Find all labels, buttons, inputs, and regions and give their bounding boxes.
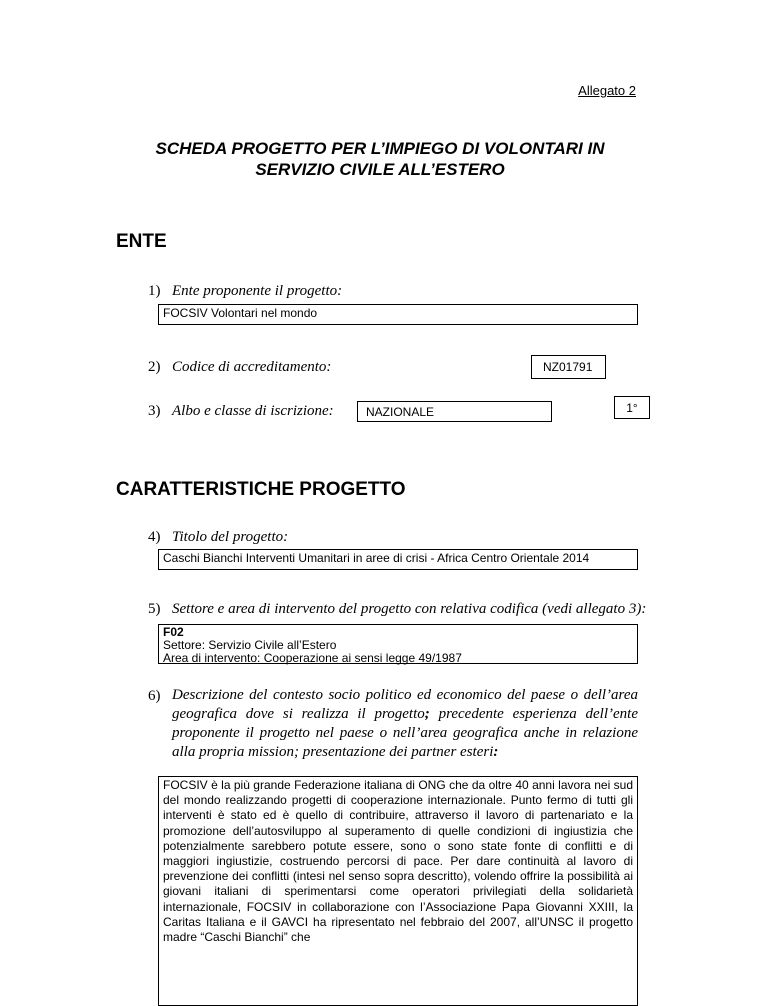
document-title-line-1: SCHEDA PROGETTO PER L’IMPIEGO DI VOLONTARI IN	[155, 139, 605, 158]
settore-code: F02	[163, 625, 184, 639]
classe-field: 1°	[614, 396, 650, 419]
question-2-label: Codice di accreditamento:	[172, 359, 332, 375]
question-3-number: 3)	[148, 403, 161, 419]
question-1-label: Ente proponente il progetto:	[172, 283, 343, 299]
question-3-label: Albo e classe di iscrizione:	[172, 403, 334, 419]
attachment-label: Allegato 2	[578, 83, 636, 98]
section-heading-caratteristiche: CARATTERISTICHE PROGETTO	[116, 479, 406, 500]
area-text: Area di intervento: Cooperazione ai sensi legge 49/1987	[163, 651, 462, 665]
ente-proponente-field: FOCSIV Volontari nel mondo	[158, 304, 638, 325]
question-4	[148, 529, 288, 546]
question-4-label: Titolo del progetto:	[172, 529, 289, 545]
question-3	[148, 403, 334, 420]
titolo-progetto-field: Caschi Bianchi Interventi Umanitari in aree di crisi - Africa Centro Orientale 2014	[158, 549, 638, 570]
question-5	[148, 601, 646, 618]
question-6-label-part-2: precedente esperienza dell’ente proponente il progetto nel paese o nell’area geografica anche in relazione alla propria mission; presentazione dei partner esteri	[172, 706, 638, 760]
question-6-number: 6)	[148, 688, 161, 704]
question-1	[148, 283, 342, 300]
question-5-label: Settore e area di intervento del progetto con relativa codifica (vedi allegato 3):	[172, 601, 647, 617]
settore-text: Settore: Servizio Civile all’Estero	[163, 638, 337, 652]
question-6-label-part-1: Descrizione del contesto socio politico ed economico del paese o dell’area geografica dove si realizza il progetto	[172, 687, 638, 722]
contesto-description-field: FOCSIV è la più grande Federazione italiana di ONG che da oltre 40 anni lavora nei sud del mondo realizzando progetti di cooperazione internazionale. Punto fermo di tutti gli interventi è stato ed è quello di contribuire, attraverso il lavoro di partenariato e la promozione dell’autosviluppo al superamento di quelle condizioni di ingiustizia che potenzialmente sarebbero potute essere, sono o sono state fonte di conflitti e di maggiori ingiustizie, costruendo percorsi di pace. Per dare continuità al lavoro di prevenzione dei conflitti (intesi nel senso sopra descritto), volendo offrire la possibilità ai giovani italiani di sperimentarsi come operatori privilegiati della solidarietà internazionale, FOCSIV in collaborazione con l’Associazione Papa Giovanni XXIII, la Caritas Italiana e il GAVCI ha ripresentato nel febbraio del 2007, all’UNSC il progetto madre “Caschi Bianchi” che	[158, 776, 638, 1006]
question-6-separator-1: ;	[424, 706, 430, 722]
section-heading-ente: ENTE	[116, 231, 167, 252]
document-title	[120, 138, 640, 180]
albo-field: NAZIONALE	[357, 401, 552, 422]
question-2-number: 2)	[148, 359, 161, 375]
question-6-separator-2: :	[493, 744, 499, 760]
codice-accreditamento-field: NZ01791	[531, 355, 606, 379]
question-4-number: 4)	[148, 529, 161, 545]
question-2	[148, 359, 331, 376]
question-6-label	[148, 686, 638, 762]
question-1-number: 1)	[148, 283, 161, 299]
document-title-line-2: SERVIZIO CIVILE ALL’ESTERO	[255, 160, 505, 179]
question-6	[148, 688, 638, 762]
settore-area-field	[158, 624, 638, 664]
question-5-number: 5)	[148, 601, 161, 617]
